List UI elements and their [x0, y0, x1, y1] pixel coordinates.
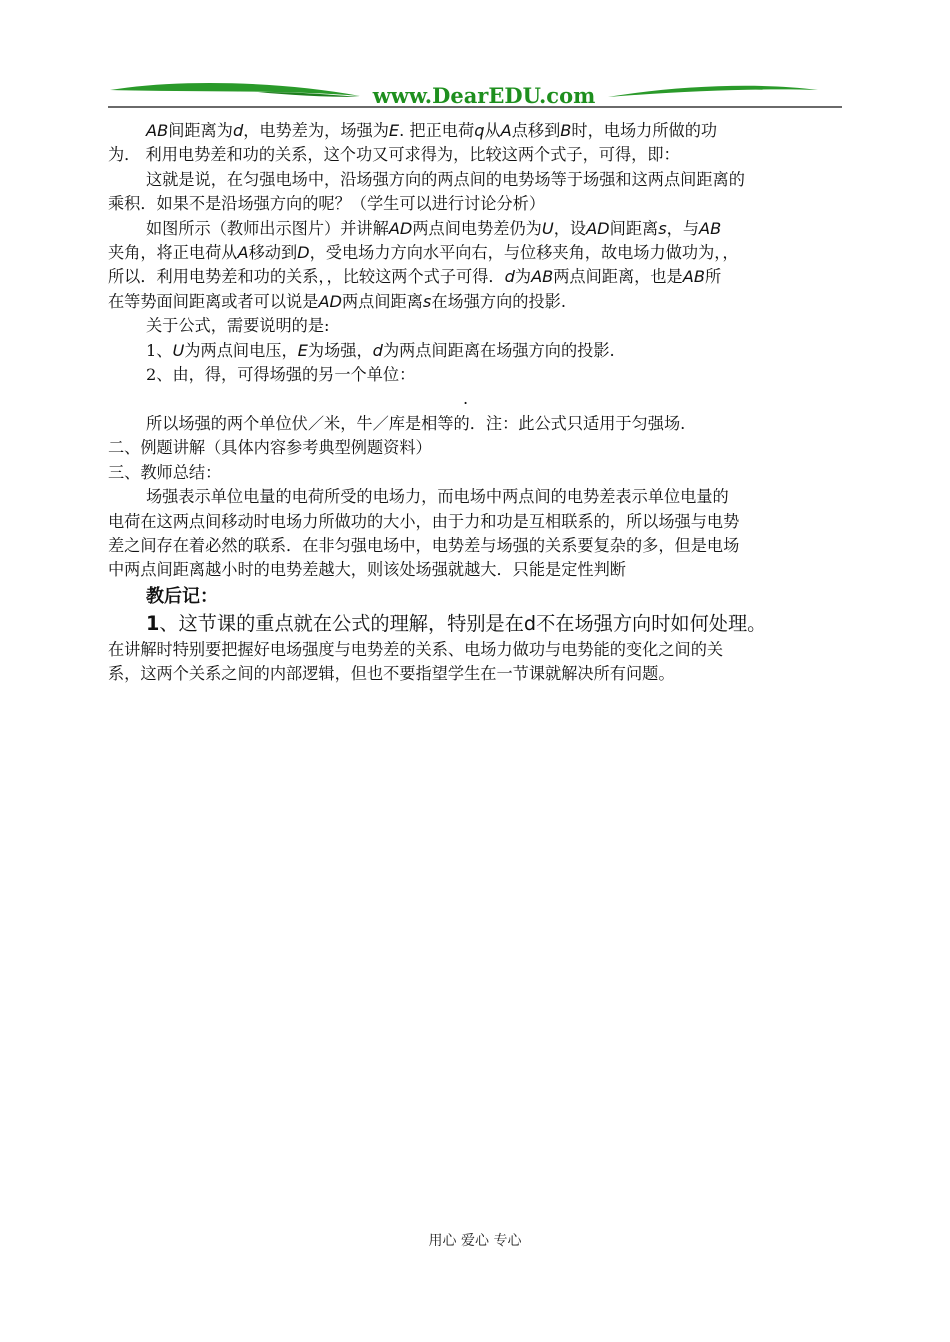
- para-line-4: 乘积．如果不是沿场强方向的呢？（学生可以进行讨论分析）: [108, 194, 546, 214]
- var-E: E: [297, 340, 308, 360]
- var-AB: AB: [146, 121, 169, 140]
- list-item-1: [108, 339, 848, 363]
- var-U: U: [172, 340, 185, 360]
- reflection-heading: 教后记：: [146, 585, 218, 607]
- text: 夹角，将正电荷从: [108, 243, 238, 263]
- summary-line-4: 中两点间距离越小时的电势差越大，则该处场强就越大．只能是定性判断: [108, 560, 626, 580]
- var-AB: AB: [699, 218, 722, 238]
- page-footer: 用心 爱心 专心: [428, 1233, 522, 1249]
- var-D: D: [297, 243, 310, 263]
- var-d: d: [372, 340, 383, 360]
- var-B: B: [560, 121, 572, 140]
- text: 两点间距离，也是: [553, 267, 683, 287]
- text: ，设: [553, 218, 587, 238]
- text: 所以．利用电势差和功的关系，，比较这两个式子可得．: [108, 267, 505, 287]
- dearedu-logo: [108, 82, 842, 112]
- var-A: A: [500, 121, 512, 140]
- list-number: 1: [146, 611, 160, 635]
- summary-line-2: 电荷在这两点间移动时电场力所做功的大小，由于力和功是互相联系的，所以场强与电势: [108, 511, 740, 531]
- text: 为场强，: [307, 340, 373, 360]
- summary-line-3: 差之间存在着必然的联系．在非匀强电场中，电势差与场强的关系要复杂的多，但是电场: [108, 535, 740, 555]
- document-body: [108, 119, 848, 687]
- text: 两点间电势差仍为: [412, 218, 542, 238]
- var-AD: AD: [586, 218, 610, 238]
- text: 间距离为: [168, 121, 233, 140]
- var-s: s: [422, 291, 432, 311]
- text: 间距离: [609, 218, 659, 238]
- text: 在等势面间距离或者可以说是: [108, 291, 319, 311]
- left-swoosh: [110, 83, 360, 96]
- text: . 把正电荷: [399, 121, 475, 140]
- text: 从: [484, 121, 501, 140]
- para-line-3: 这就是说，在匀强电场中，沿场强方向的两点间的电势场等于场强和这两点间距离的: [146, 169, 745, 189]
- reflection-line-3: 系，这两个关系之间的内部逻辑，但也不要指望学生在一节课就解决所有问题。: [108, 664, 675, 684]
- formula-placeholder-dot: .: [463, 389, 469, 409]
- var-E: E: [388, 121, 400, 140]
- reflection-line-2: 在讲解时特别要把握好电场强度与电势差的关系、电场力做功与电势能的变化之间的关: [108, 639, 724, 659]
- var-AD: AD: [388, 218, 413, 238]
- var-d: d: [504, 267, 515, 287]
- summary-line-1: 场强表示单位电量的电荷所受的电场力，而电场中两点间的电势差表示单位电量的: [146, 487, 729, 507]
- para-line-13: 所以场强的两个单位伏／米，牛／库是相等的．注：此公式只适用于匀强场.: [146, 413, 686, 433]
- reflection-line-1: [108, 610, 848, 638]
- para-line-6: [108, 241, 848, 265]
- header-banner: [108, 82, 842, 112]
- text: 为两点间距离在场强方向的投影.: [382, 340, 615, 360]
- para-line-5: [108, 217, 848, 241]
- logo-text: www.DearEDU.com: [372, 83, 596, 108]
- text: ，受电场力方向水平向右，与位移夹角，故电场力做功为，，: [309, 243, 739, 263]
- section-heading-3: 三、教师总结：: [108, 462, 222, 482]
- var-q: q: [474, 121, 485, 140]
- text: 两点间距离: [341, 291, 423, 311]
- para-line-8: [108, 290, 848, 314]
- text: 、这节课的重点就在公式的理解，特别是在: [159, 611, 524, 635]
- list-item-2: 2、由，得，可得场强的另一个单位：: [146, 365, 416, 385]
- text: 如图所示（教师出示图片）并讲解: [146, 218, 389, 238]
- var-d: d: [232, 121, 244, 140]
- text: 在场强方向的投影.: [431, 291, 567, 311]
- var-A: A: [237, 243, 249, 263]
- var-d: d: [523, 611, 537, 635]
- text: 所: [704, 267, 722, 287]
- text: ，与: [666, 218, 700, 238]
- text: 移动到: [248, 243, 298, 263]
- para-line-7: [108, 265, 848, 289]
- var-AB: AB: [531, 267, 554, 287]
- var-AB: AB: [682, 267, 705, 287]
- text: 为两点间电压，: [184, 340, 298, 360]
- text: 点移到: [511, 121, 561, 140]
- para-line-1: [108, 119, 848, 143]
- list-number: 1、: [146, 340, 173, 360]
- var-AD: AD: [318, 291, 342, 311]
- section-heading-2: 二、例题讲解（具体内容参考典型例题资料）: [108, 438, 432, 458]
- var-U: U: [541, 218, 554, 238]
- var-s: s: [658, 218, 667, 238]
- para-line-2: 为． 利用电势差和功的关系，这个功又可求得为，比较这两个式子，可得，即：: [108, 145, 680, 165]
- text: 时，电场力所做的功: [571, 121, 718, 140]
- text: ，电势差为，场强为: [243, 121, 389, 140]
- text: 不在场强方向时如何处理。: [536, 611, 767, 635]
- text: 为: [514, 267, 532, 287]
- para-line-9: 关于公式，需要说明的是:: [146, 316, 330, 336]
- right-swoosh: [608, 86, 818, 97]
